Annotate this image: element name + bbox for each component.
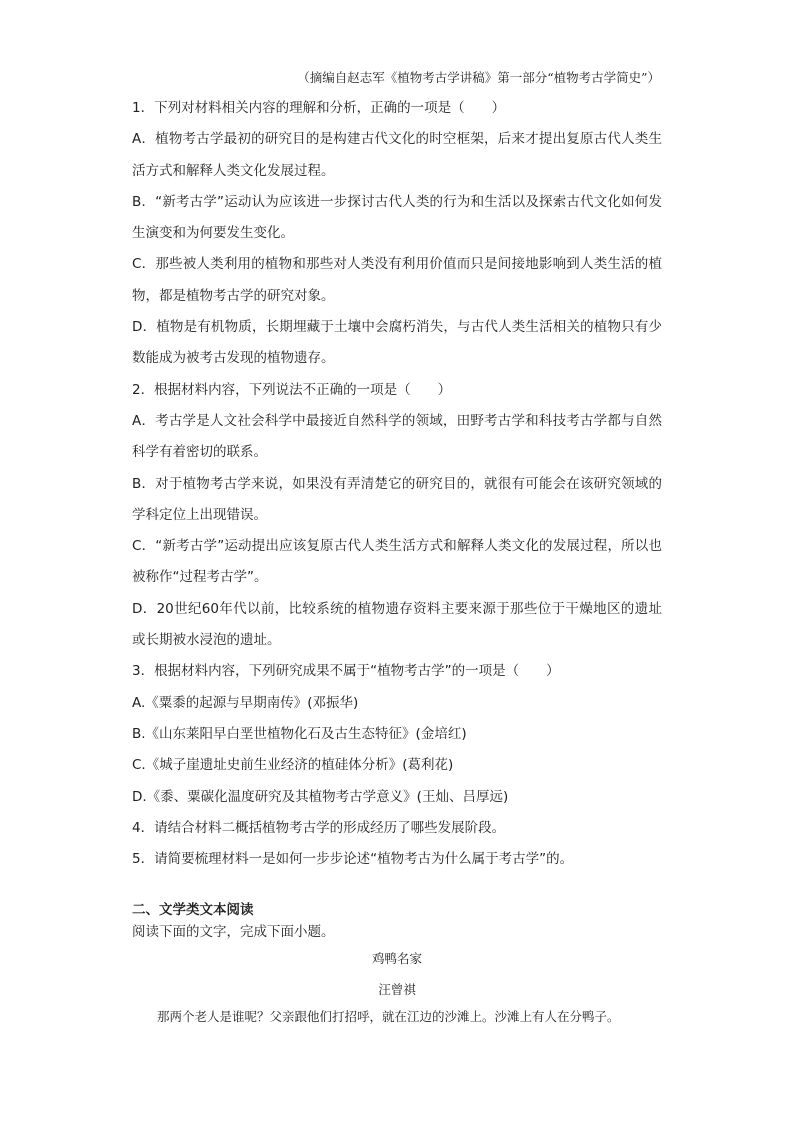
question-2-option-b: B．对于植物考古学来说，如果没有弄清楚它的研究目的，就很有可能会在该研究领域的学科定位上出现错误。 xyxy=(132,475,662,523)
question-3-option-a: A.《粟黍的起源与早期南传》(邓振华) xyxy=(132,694,359,711)
story-title: 鸡鸭名家 xyxy=(371,951,422,967)
question-3-option-c: C.《城子崖遗址史前生业经济的植硅体分析》(葛利花) xyxy=(132,757,454,774)
question-4: 4．请结合材料二概括植物考古学的形成经历了哪些发展阶段。 xyxy=(132,819,506,836)
question-1-option-c: C．那些被人类利用的植物和那些对人类没有利用价值而只是间接地影响到人类生活的植物，都是植物考古学的研究对象。 xyxy=(132,256,662,304)
question-2-option-a: A．考古学是人文社会科学中最接近自然科学的领域，田野考古学和科技考古学都与自然科学有着密切的联系。 xyxy=(132,412,662,461)
question-3-option-d: D.《黍、粟碳化温度研究及其植物考古学意义》(王灿、吕厚远) xyxy=(132,788,509,805)
source-citation: （摘编自赵志军《植物考古学讲稿》第一部分“植物考古学简史”） xyxy=(297,70,660,85)
question-3-option-b: B.《山东莱阳早白垩世植物化石及古生态特征》(金培红) xyxy=(132,725,467,742)
question-1-option-b: B．“新考古学”运动认为应该进一步探讨古代人类的行为和生活以及探索古代文化如何发生演变和为何要发生变化。 xyxy=(132,193,662,242)
section-2-instruction: 阅读下面的文字，完成下面小题。 xyxy=(132,924,335,941)
section-spacer xyxy=(132,875,662,899)
question-2-option-d: D．20世纪60年代以前，比较系统的植物遗存资料主要来源于那些位于干燥地区的遗址或长期被水浸泡的遗址。 xyxy=(132,600,662,649)
question-1-option-d: D．植物是有机物质，长期埋藏于土壤中会腐朽消失，与古代人类生活相关的植物只有少数能成为被考古发现的植物遗存。 xyxy=(132,319,662,367)
question-3-stem: 3．根据材料内容，下列研究成果不属于“植物考古学”的一项是（ ） xyxy=(132,663,560,680)
question-5: 5．请简要梳理材料一是如何一步步论述“植物考古为什么属于考古学”的。 xyxy=(132,851,574,868)
question-2-stem: 2．根据材料内容，下列说法不正确的一项是（ ） xyxy=(132,381,452,398)
main-content xyxy=(132,93,662,1029)
story-author: 汪曾祺 xyxy=(378,982,416,998)
question-1-stem: 1．下列对材料相关内容的理解和分析，正确的一项是（ ） xyxy=(132,100,506,116)
question-2-option-c: C．“新考古学”运动提出应该复原古代人类生活方式和解释人类文化的发展过程，所以也被称作“过程考古学”。 xyxy=(132,538,662,586)
story-first-line: 那两个老人是谁呢？父亲跟他们打招呼，就在江边的沙滩上。沙滩上有人在分鸭子。 xyxy=(157,1009,620,1025)
question-1-option-a: A．植物考古学最初的研究目的是构建古代文化的时空框架，后来才提出复原古代人类生活方式和解释人类文化发展过程。 xyxy=(132,131,662,179)
section-2-title: 二、文学类文本阅读 xyxy=(132,902,254,919)
